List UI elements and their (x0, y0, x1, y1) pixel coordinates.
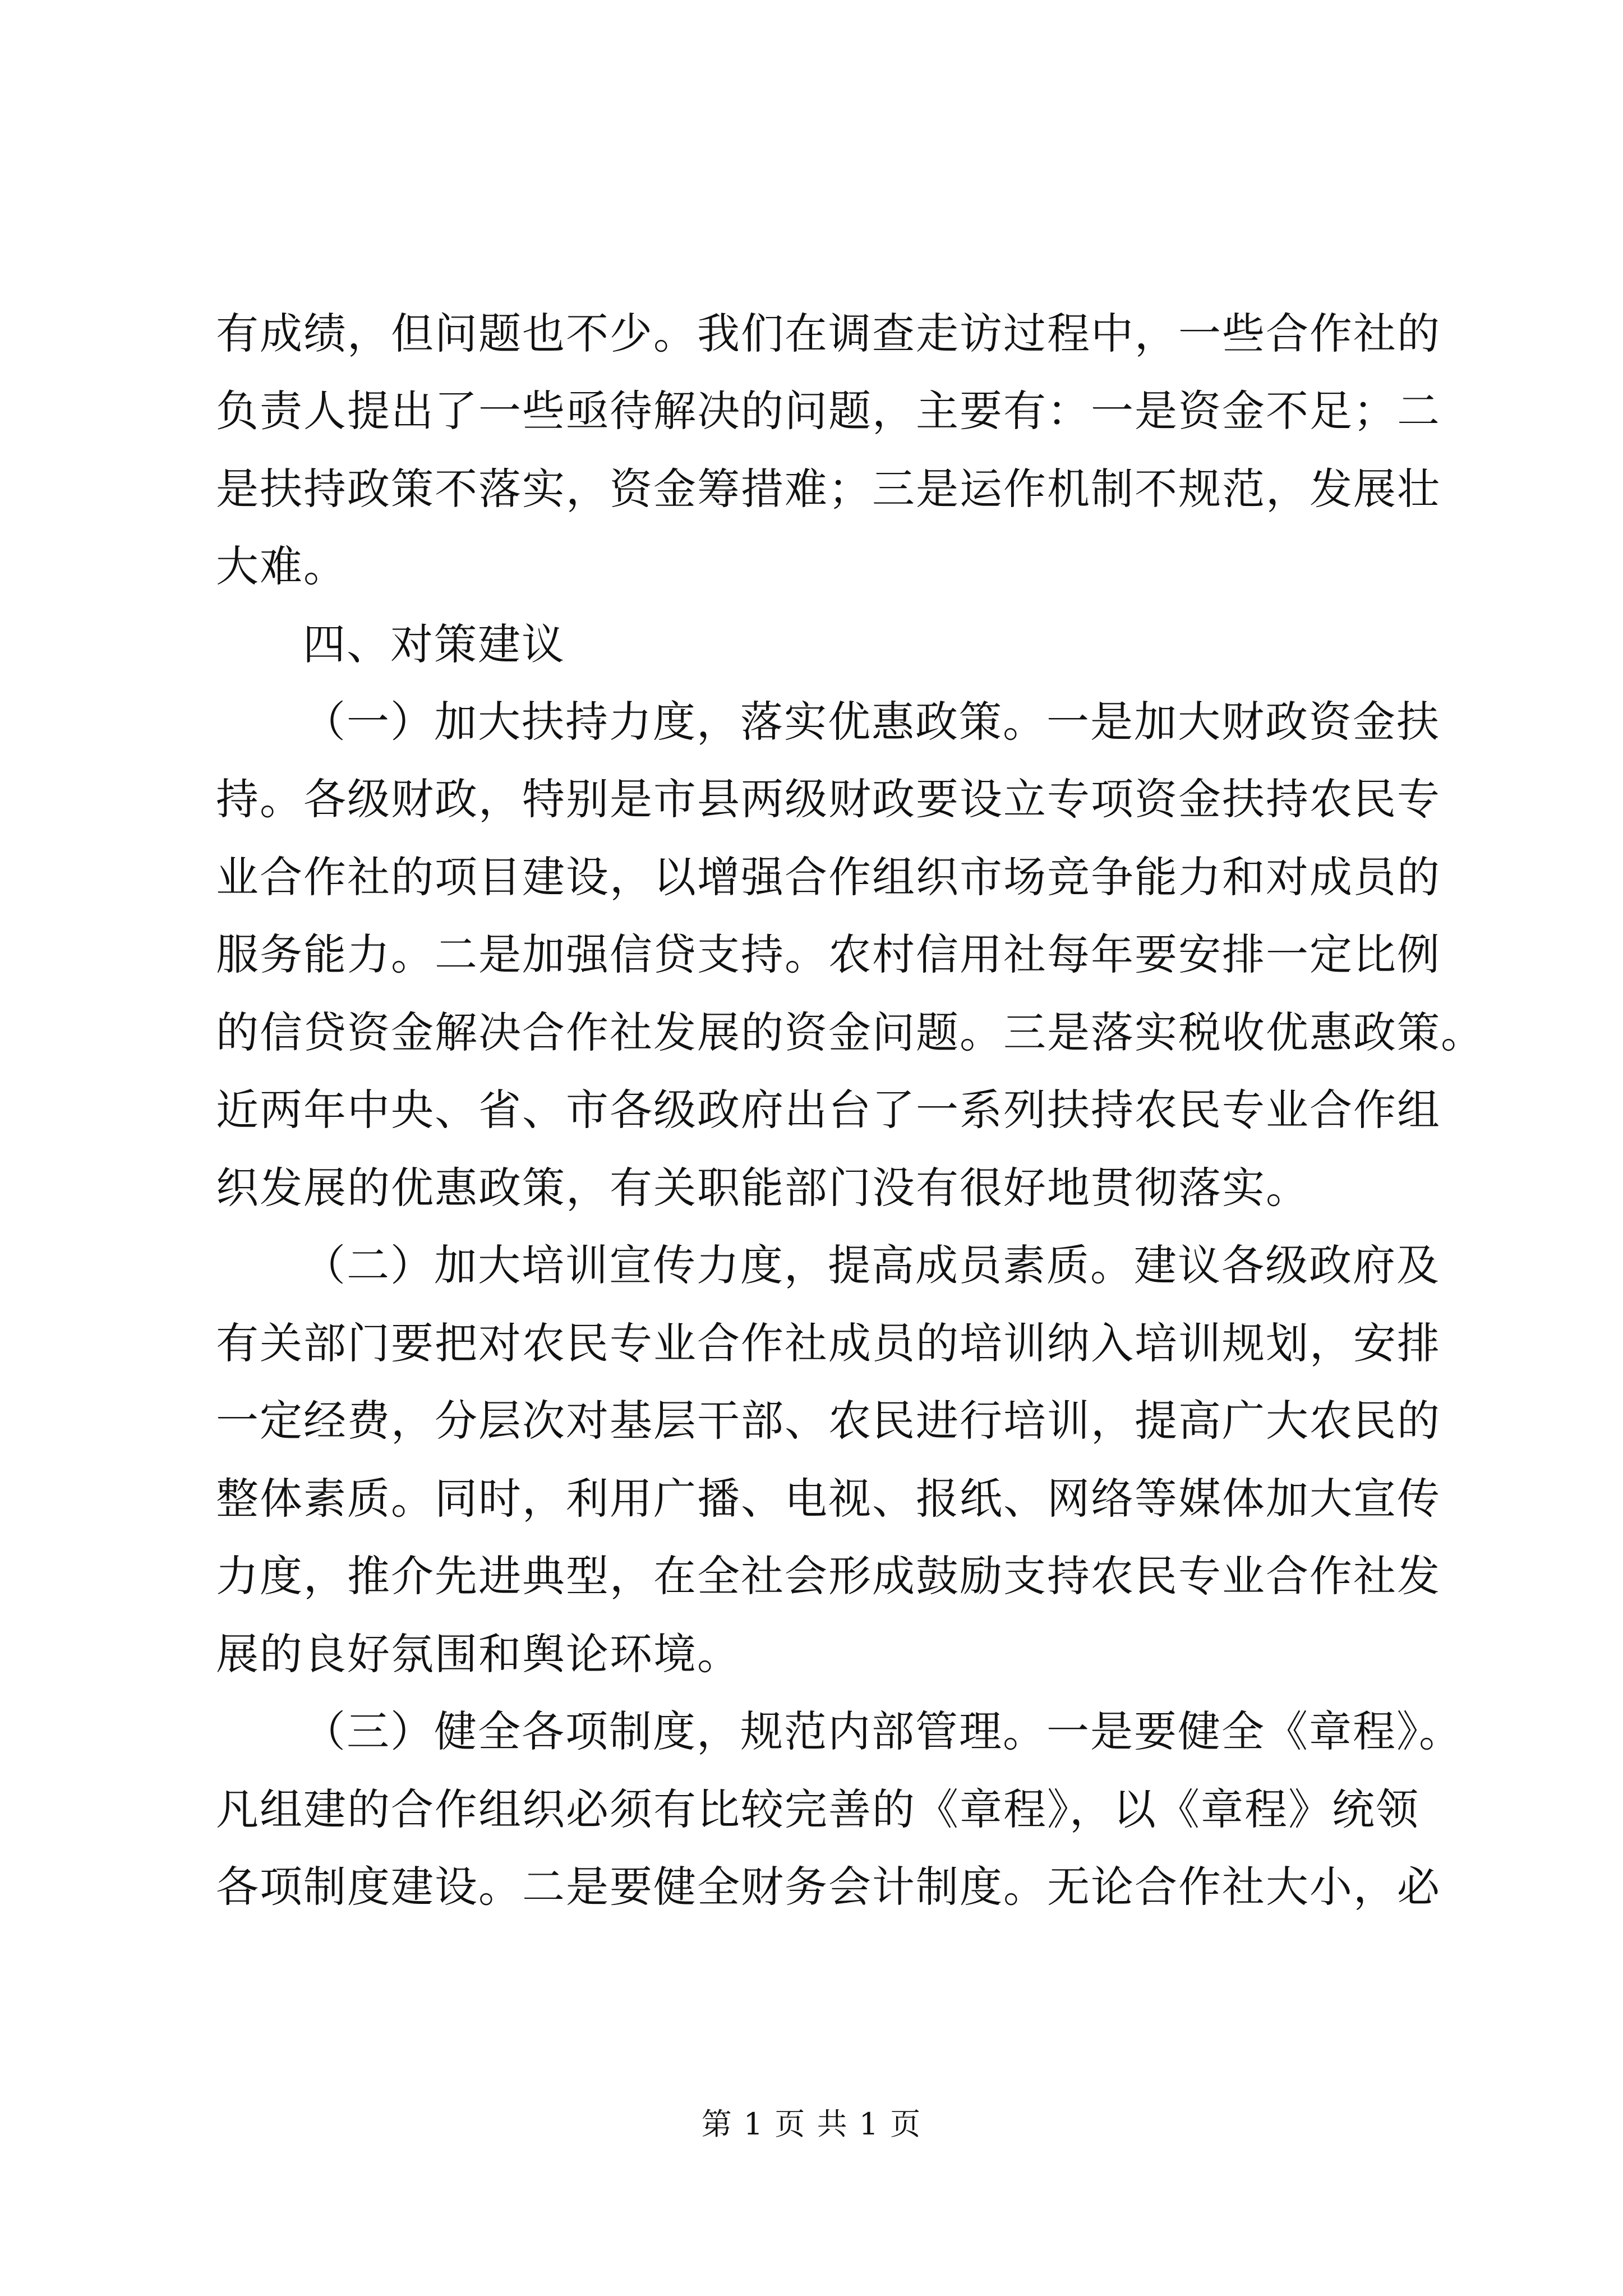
text-line: 织发展的优惠政策，有关职能部门没有很好地贯彻落实。 (216, 1163, 1310, 1213)
paragraph-start-line: （一）加大扶持力度，落实优惠政策。一是加大财政资金扶 (303, 697, 1440, 747)
text-line: 展的良好氛围和舆论环境。 (216, 1629, 741, 1679)
text-line: 的信贷资金解决合作社发展的资金问题。三是落实税收优惠政策。 (216, 1007, 1484, 1057)
section-heading: 四、对策建议 (303, 619, 565, 669)
text-line: 各项制度建设。二是要健全财务会计制度。无论合作社大小，必 (216, 1862, 1441, 1912)
text-line: 是扶持政策不落实，资金筹措难；三是运作机制不规范，发展壮 (216, 464, 1441, 514)
text-line: 业合作社的项目建设，以增强合作组织市场竞争能力和对成员的 (216, 852, 1441, 902)
text-line: 服务能力。二是加强信贷支持。农村信用社每年要安排一定比例 (216, 930, 1441, 979)
text-line: 力度，推介先进典型，在全社会形成鼓励支持农民专业合作社发 (216, 1551, 1441, 1601)
paragraph-start-line: （三）健全各项制度，规范内部管理。一是要健全《章程》。 (303, 1706, 1463, 1756)
paragraph-start-line: （二）加大培训宣传力度，提高成员素质。建议各级政府及 (303, 1240, 1440, 1290)
text-line: 近两年中央、省、市各级政府出台了一系列扶持农民专业合作组 (216, 1085, 1441, 1135)
text-line: 大难。 (216, 541, 347, 591)
text-line: 有关部门要把对农民专业合作社成员的培训纳入培训规划，安排 (216, 1318, 1441, 1368)
text-line: 持。各级财政，特别是市县两级财政要设立专项资金扶持农民专 (216, 774, 1441, 824)
text-line: 整体素质。同时，利用广播、电视、报纸、网络等媒体加大宣传 (216, 1474, 1441, 1524)
page-footer: 第 1 页 共 1 页 (701, 2106, 922, 2142)
text-line: 有成绩，但问题也不少。我们在调查走访过程中，一些合作社的 (216, 309, 1441, 358)
text-line: 负责人提出了一些亟待解决的问题，主要有：一是资金不足；二 (216, 386, 1441, 436)
text-line: 凡组建的合作组织必须有比较完善的《章程》，以《章程》统领 (216, 1784, 1419, 1834)
text-line: 一定经费，分层次对基层干部、农民进行培训，提高广大农民的 (216, 1396, 1441, 1446)
